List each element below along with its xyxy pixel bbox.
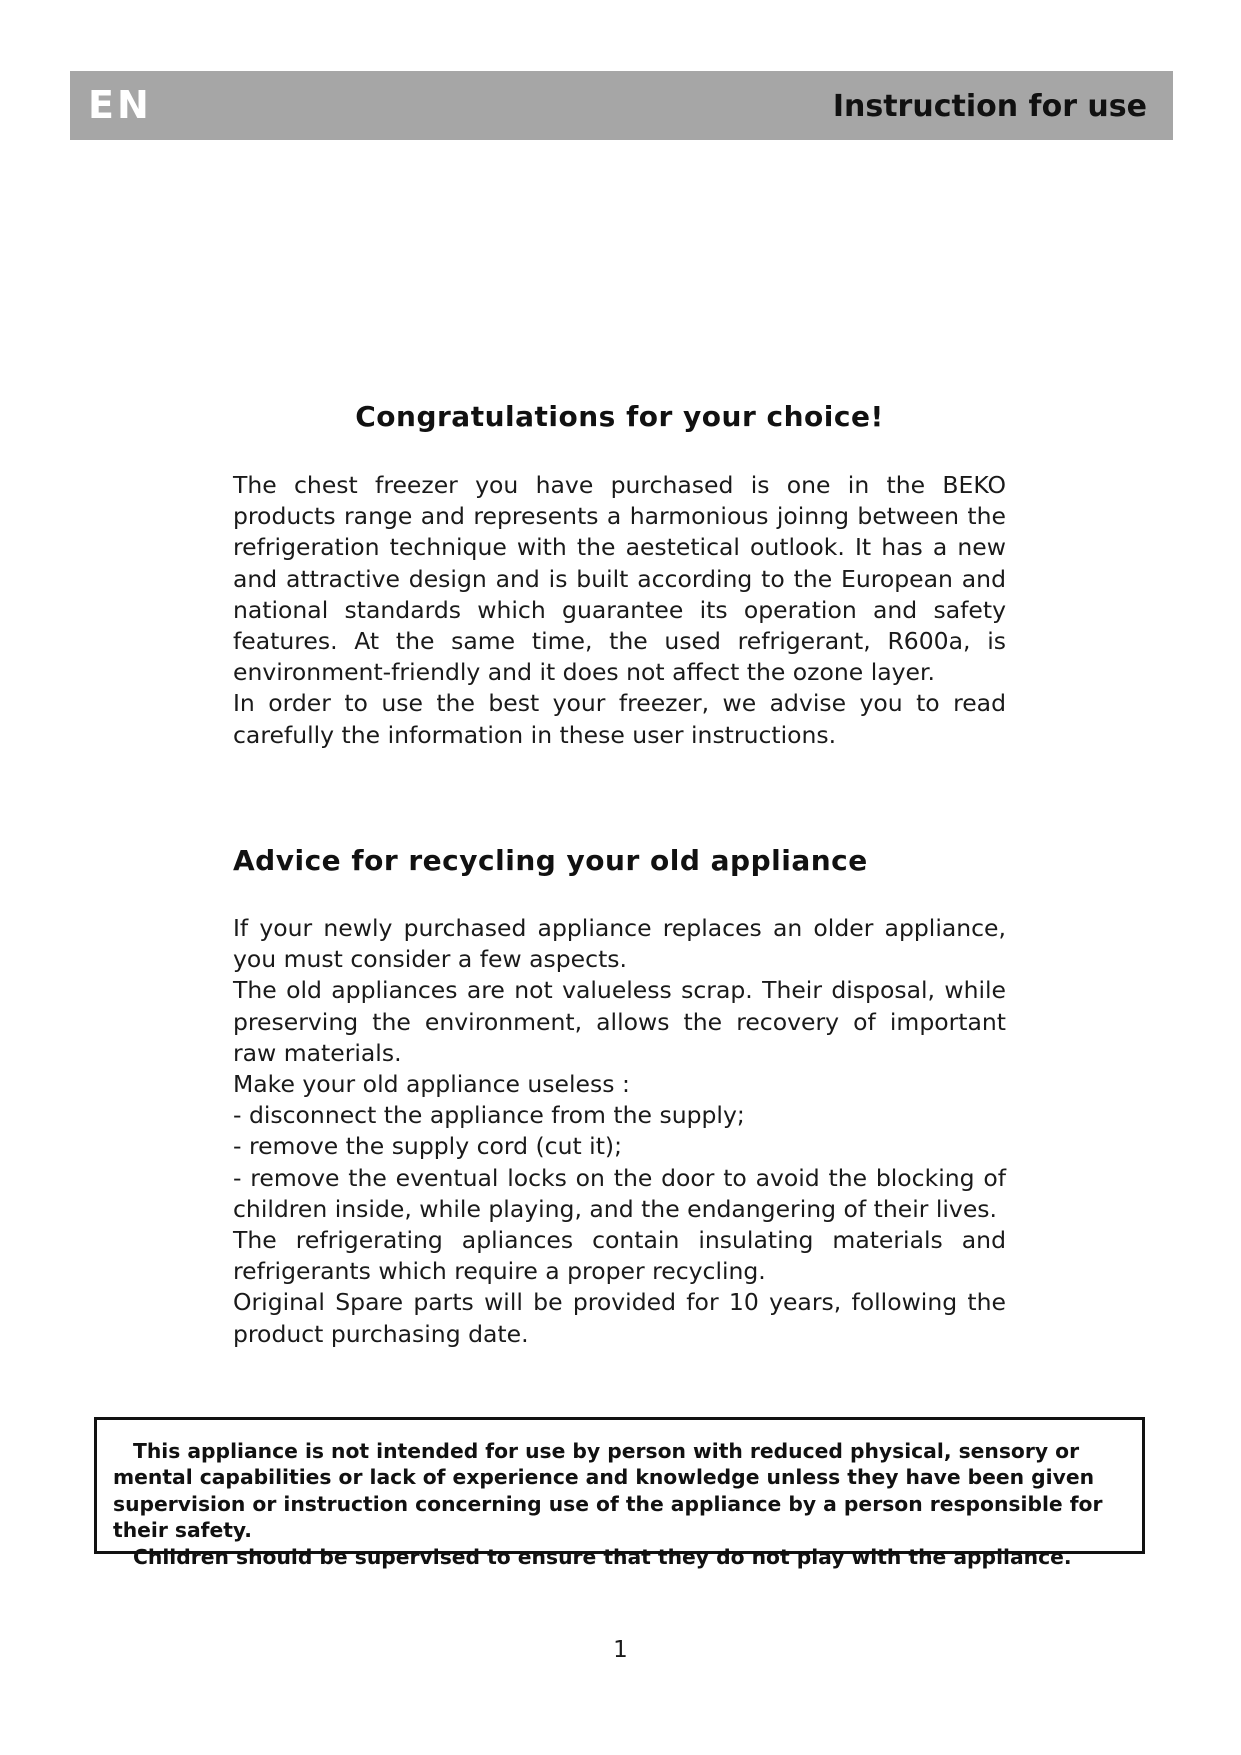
- warning-paragraph: This appliance is not intended for use by person with reduced physical, sensory or mental capabilities or lack of experience and knowledge unless they have been given supervision or instruction concerning use of the appliance by a person responsible for their safety.: [113, 1439, 1103, 1543]
- intro-text: [233, 470, 1006, 751]
- intro-paragraph: The chest freezer you have purchased is one in the BEKO products range and represents a harmonious joinng between the refrigeration technique with the aestetical outlook. It has a new and attractive design and is built according to the European and national standards which guarantee its operation and safety features. At the same time, the used refrigerant, R600a, is environment-friendly and it does not affect the ozone layer.: [233, 471, 1006, 687]
- recycling-paragraph: If your newly purchased appliance replaces an older appliance, you must consider a few aspects.: [233, 914, 1006, 974]
- safety-warning-box: [94, 1417, 1145, 1569]
- warning-paragraph: Children should be supervised to ensure that they do not play with the appliance.: [133, 1544, 1072, 1569]
- recycling-list-item: - remove the supply cord (cut it);: [233, 1132, 623, 1161]
- document-title: Instruction for use: [832, 89, 1147, 124]
- recycling-paragraph: Make your old appliance useless :: [233, 1070, 630, 1099]
- language-code: EN: [88, 83, 152, 127]
- recycling-heading: Advice for recycling your old appliance: [233, 844, 868, 877]
- page-number: 1: [613, 1637, 628, 1663]
- header-bar: [70, 71, 1173, 140]
- recycling-list-item: - disconnect the appliance from the supply;: [233, 1101, 745, 1130]
- recycling-paragraph: The old appliances are not valueless scrap. Their disposal, while preserving the environment, allows the recovery of important raw materials.: [233, 976, 1006, 1067]
- recycling-paragraph: Original Spare parts will be provided for 10 years, following the product purchasing date.: [233, 1288, 1006, 1348]
- intro-heading: Congratulations for your choice!: [355, 400, 884, 433]
- intro-paragraph: In order to use the best your freezer, we advise you to read carefully the information in these user instructions.: [233, 689, 1006, 749]
- recycling-list-item: - remove the eventual locks on the door to avoid the blocking of children inside, while playing, and the endangering of their lives.: [233, 1163, 1006, 1223]
- recycling-text: [233, 913, 1006, 1350]
- recycling-paragraph: The refrigerating apliances contain insulating materials and refrigerants which require a proper recycling.: [233, 1226, 1006, 1286]
